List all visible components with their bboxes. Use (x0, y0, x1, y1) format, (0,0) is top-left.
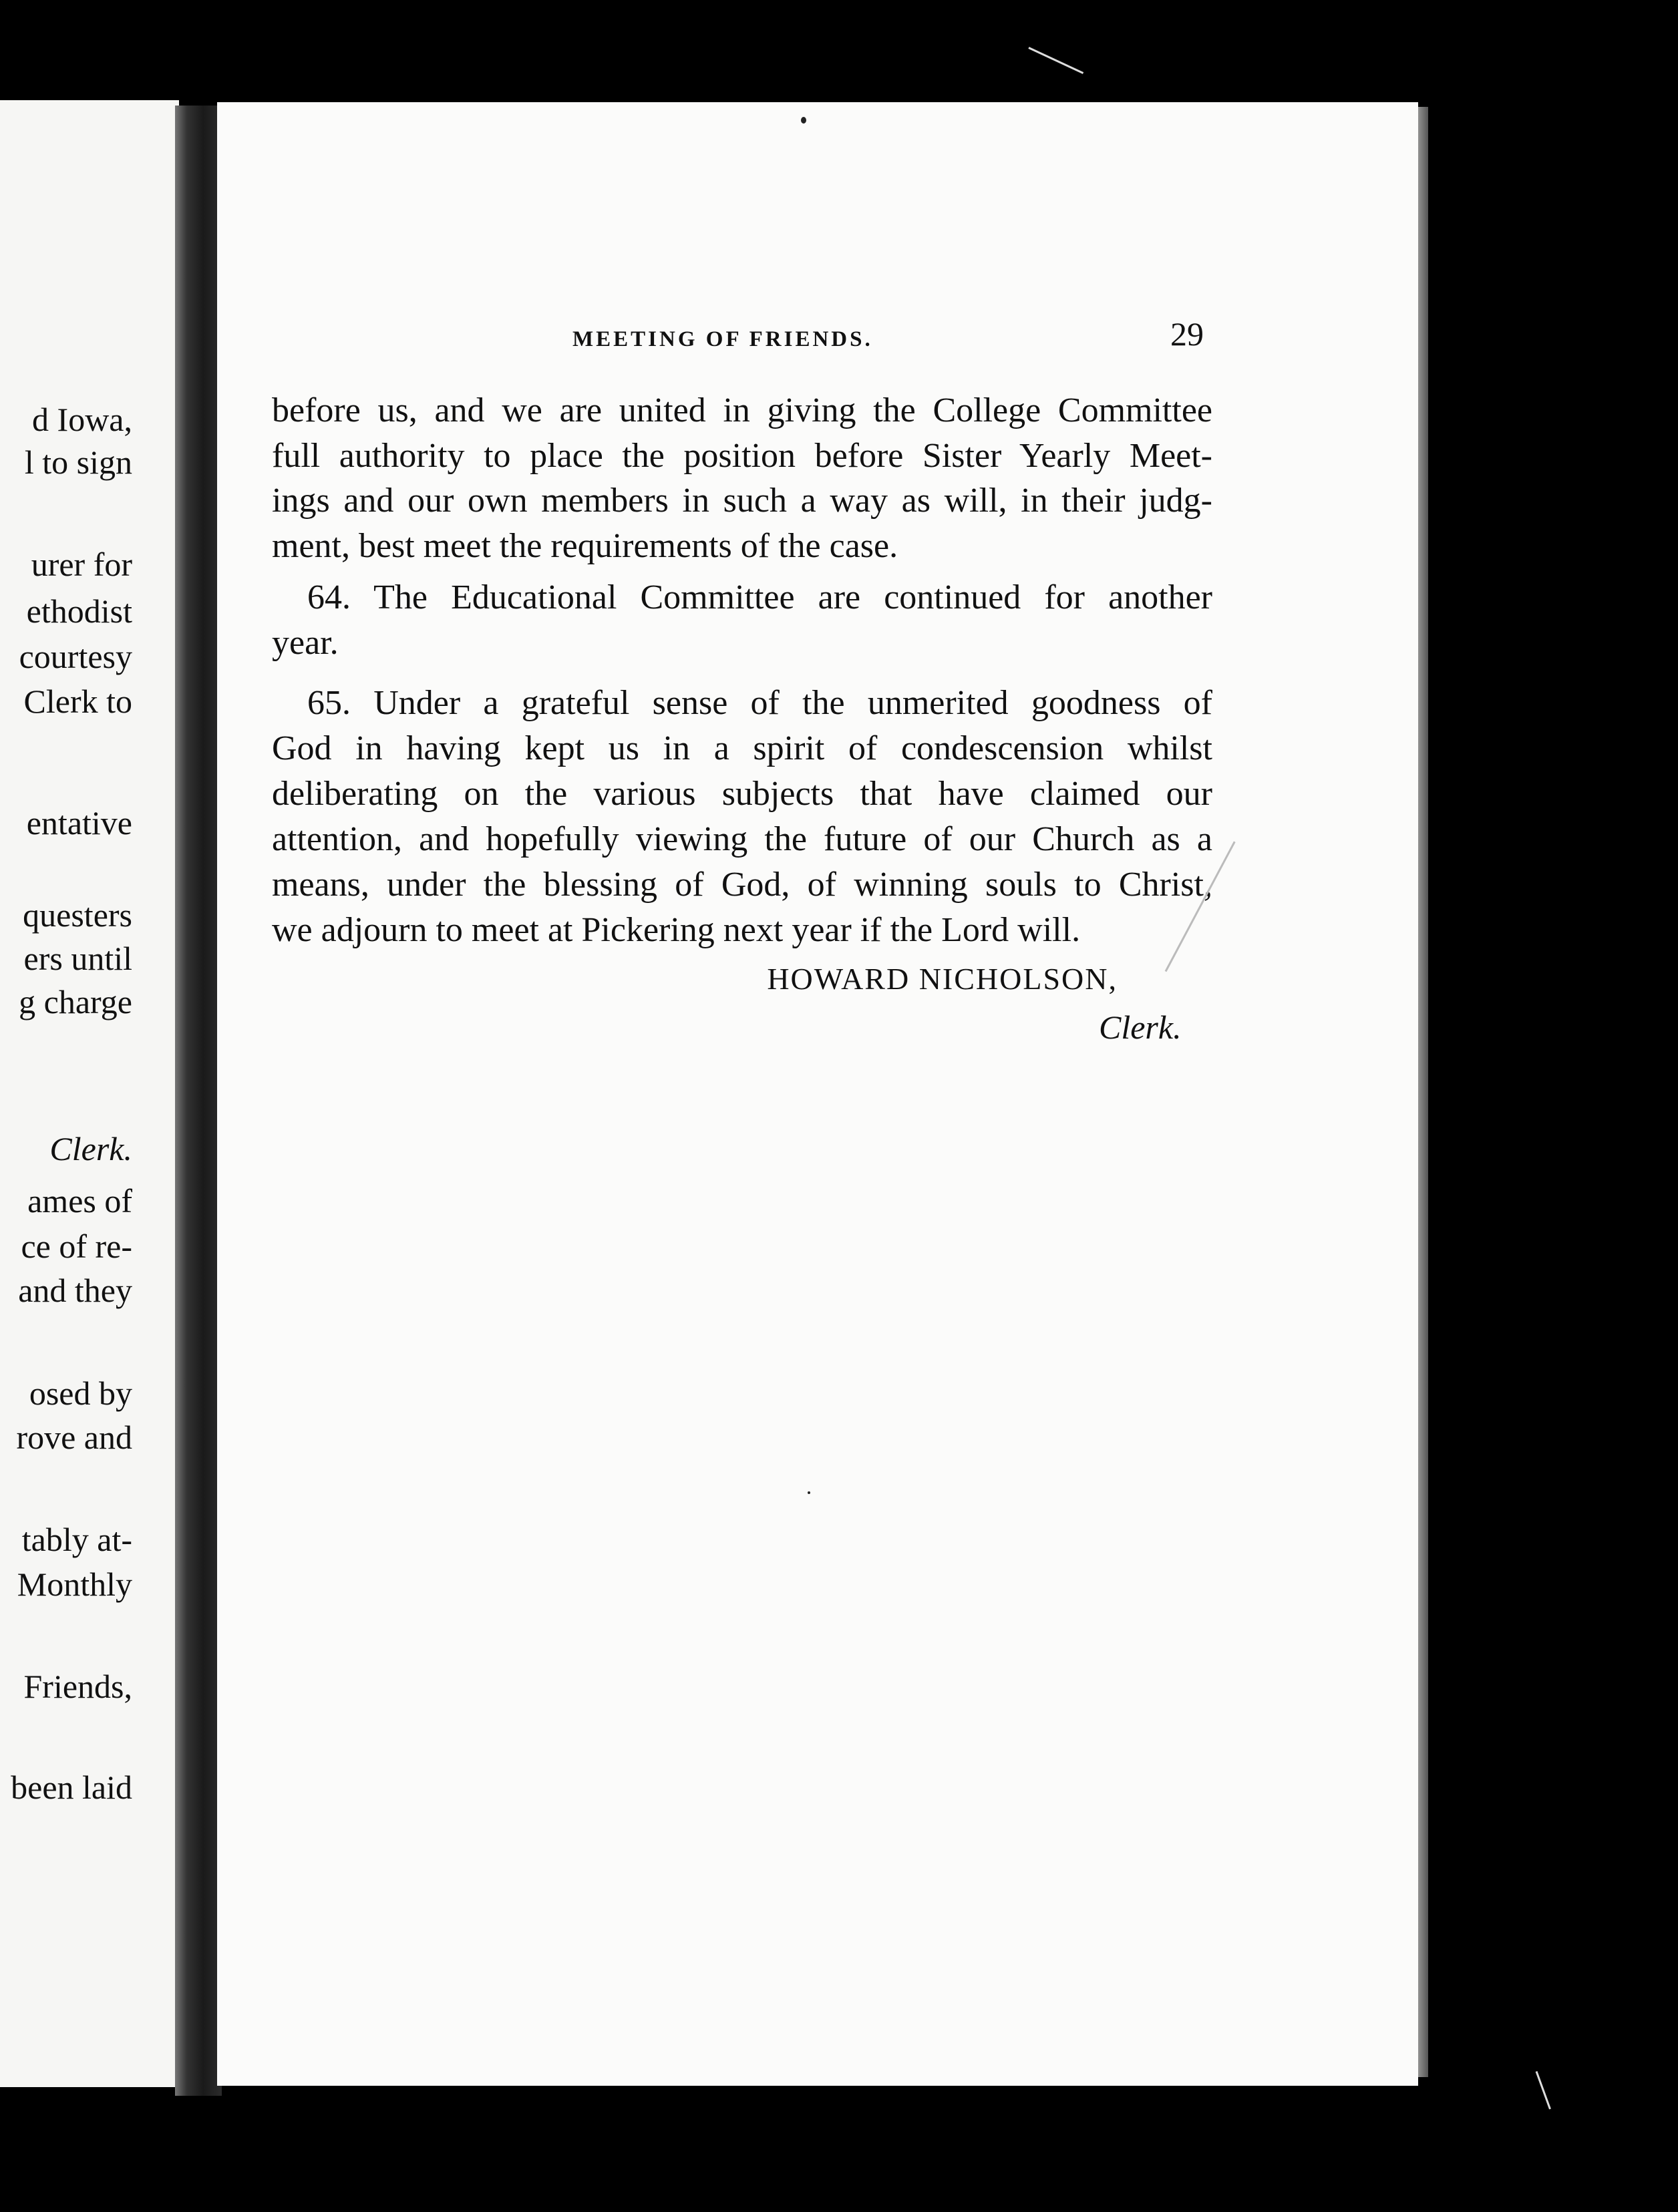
signature-role: Clerk. (1099, 1008, 1182, 1046)
scan-speck (801, 117, 806, 124)
paragraph-line: attention, and hopefully viewing the future of our Church as a (272, 820, 1212, 858)
left-page-line: tably at- (21, 1521, 132, 1558)
paragraph-line: God in having kept us in a spirit of condescension whilst (272, 729, 1212, 767)
left-page-line: questers (23, 896, 132, 934)
left-page-line: d Iowa, (32, 401, 132, 438)
paragraph-line: deliberating on the various subjects that have claimed our (272, 775, 1212, 813)
paragraph-line: means, under the blessing of God, of winning souls to Christ, (272, 866, 1212, 904)
paragraph-line: we adjourn to meet at Pickering next year if the Lord will. (272, 911, 1081, 949)
paragraph-line: year. (272, 624, 339, 662)
signature-name: HOWARD NICHOLSON, (767, 962, 1118, 996)
book-page (217, 102, 1418, 2086)
paragraph-line: before us, and we are united in giving the College Committee (272, 391, 1212, 429)
left-page-line: rove and (16, 1419, 132, 1456)
left-page-line: osed by (29, 1374, 132, 1412)
page-number: 29 (1170, 315, 1204, 353)
left-page-line: l to sign (24, 443, 132, 481)
scan-speck (808, 1491, 810, 1494)
running-head: MEETING OF FRIENDS. (572, 327, 873, 351)
paragraph-line: full authority to place the position before Sister Yearly Meet- (272, 437, 1212, 475)
left-page-line: Clerk. (49, 1130, 132, 1167)
left-page-line: been laid (11, 1769, 132, 1806)
scan-mark (1536, 2071, 1551, 2109)
left-page-line: urer for (31, 546, 132, 583)
book-gutter-shadow (175, 106, 222, 2096)
left-page-line: ers until (23, 940, 132, 977)
left-page-line: entative (26, 804, 132, 842)
paragraph-line: 64. The Educational Committee are continued for another (307, 578, 1212, 616)
paragraph-line: ment, best meet the requirements of the case. (272, 527, 898, 565)
left-page-line: ethodist (26, 592, 132, 630)
left-page-line: courtesy (19, 638, 132, 675)
left-page-line: g charge (19, 983, 132, 1021)
paragraph-line: 65. Under a grateful sense of the unmerited goodness of (307, 684, 1212, 722)
scan-mark (1028, 47, 1083, 74)
scan-scratch (1165, 842, 1236, 972)
left-page-line: Friends, (23, 1668, 132, 1705)
left-page-line: ames of (27, 1182, 132, 1220)
left-page-line: and they (18, 1272, 132, 1309)
previous-page-fragment (0, 100, 179, 2087)
paragraph-line: ings and our own members in such a way as will, in their judg- (272, 482, 1212, 520)
left-page-line: Monthly (17, 1565, 132, 1603)
left-page-line: Clerk to (23, 683, 132, 720)
left-page-line: ce of re- (21, 1228, 132, 1265)
